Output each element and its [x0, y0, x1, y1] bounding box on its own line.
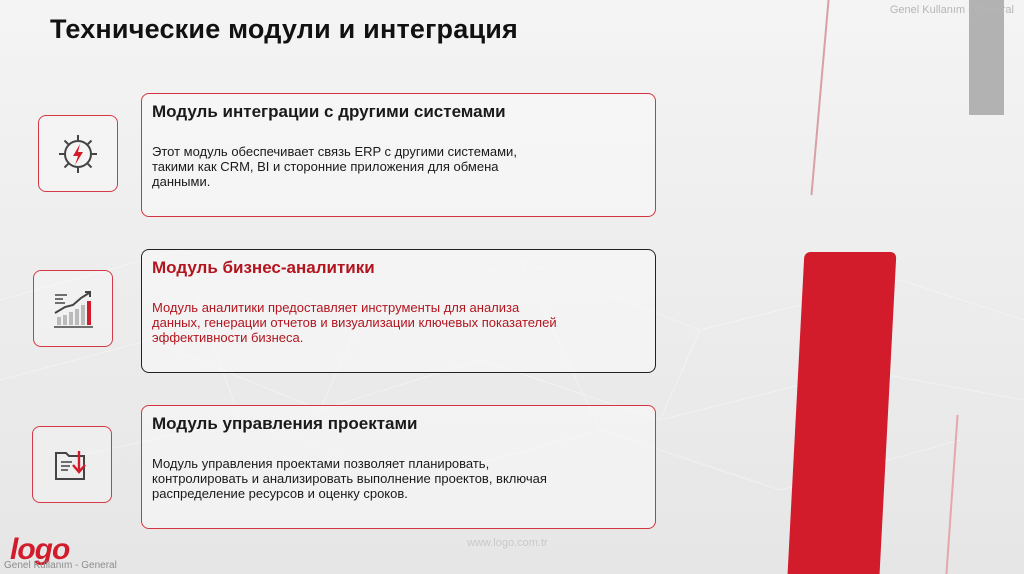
module-title: Модуль бизнес-аналитики — [152, 258, 375, 277]
page-title: Технические модули и интеграция — [50, 14, 518, 44]
brand-logo: logo — [10, 533, 70, 566]
gear-lightning-icon — [54, 130, 102, 178]
module-icon-box — [33, 270, 113, 347]
website-label: www.logo.com.tr — [467, 537, 548, 549]
analytics-chart-icon — [49, 285, 97, 333]
module-icon-box — [38, 115, 118, 192]
decorative-gray-bar — [969, 0, 1004, 115]
module-icon-box — [32, 426, 112, 503]
classification-label: Genel Kullanım - General — [889, 4, 1014, 16]
module-card-projects — [141, 405, 656, 529]
module-description: Этот модуль обеспечивает связь ERP с другими системами, такими как CRM, BI и сторонние приложения для обмена данными. — [152, 144, 517, 189]
module-title: Модуль интеграции с другими системами — [152, 102, 506, 121]
folder-download-icon — [48, 441, 96, 489]
module-title: Модуль управления проектами — [152, 414, 418, 433]
module-card-analytics — [141, 249, 656, 373]
classification-label: Genel Kullanım - General — [4, 560, 117, 571]
module-description: Модуль аналитики предоставляет инструменты для анализа данных, генерации отчетов и визуализации ключевых показателей эффективности бизнеса. — [152, 300, 557, 345]
decorative-red-bar — [788, 252, 897, 574]
module-description: Модуль управления проектами позволяет планировать, контролировать и анализировать выполнение проектов, включая распределение ресурсов и оценку сроков. — [152, 456, 547, 501]
module-card-integration — [141, 93, 656, 217]
